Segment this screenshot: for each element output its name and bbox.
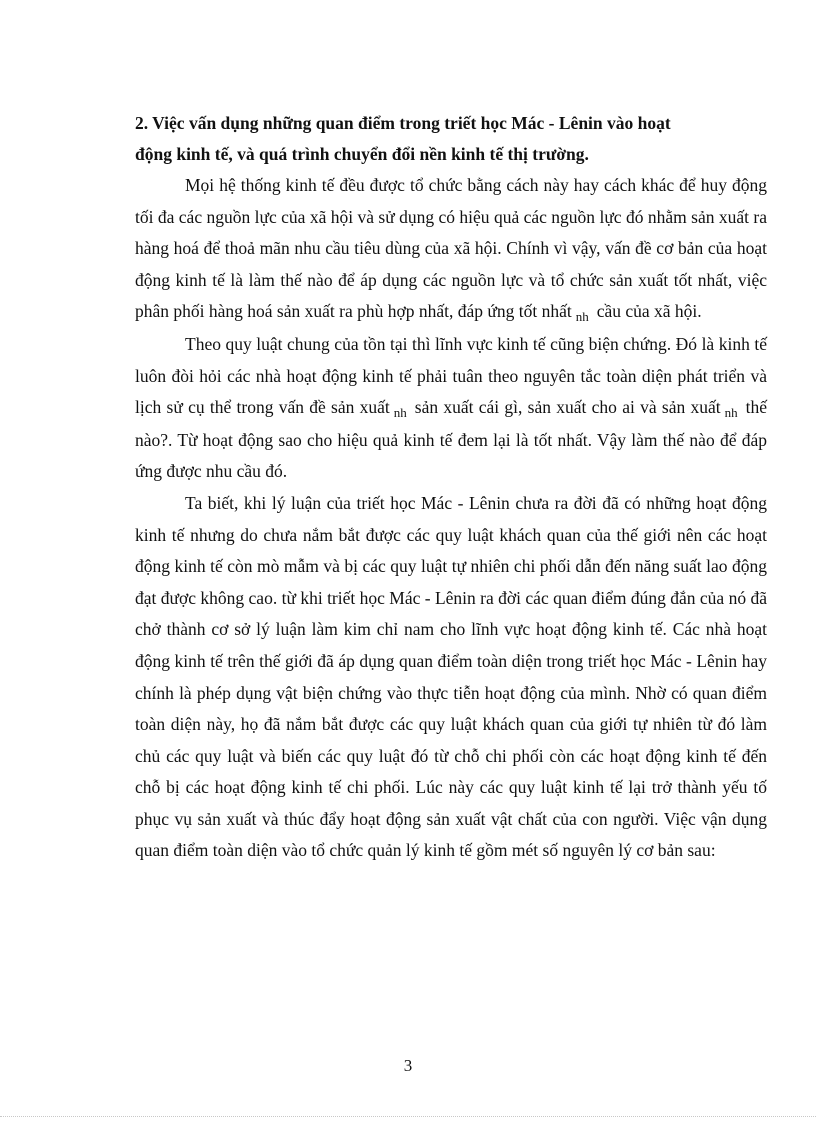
paragraph-2-inline-fragment-2: nh: [724, 405, 738, 421]
page-number: 3: [403, 1056, 413, 1075]
paragraph-2-inline-fragment-1: nh: [393, 405, 407, 421]
paragraph-1: [135, 170, 767, 329]
paragraph-1-inline-fragment: nh: [575, 309, 589, 325]
paragraph-1-text-end: cầu của xã hội.: [596, 301, 702, 322]
section-heading: [135, 108, 767, 170]
paragraph-2-text-middle: sản xuất cái gì, sản xuất cho ai và sản xuất: [414, 397, 721, 418]
page-content: [135, 108, 767, 867]
section-heading-line-2: động kinh tế, và quá trình chuyển đổi nền kinh tế thị trường.: [135, 144, 589, 164]
paragraph-2: [135, 329, 767, 488]
section-heading-line-1: 2. Việc vấn dụng những quan điểm trong triết học Mác - Lênin vào hoạt: [135, 113, 671, 133]
page-bottom-divider: [0, 1116, 816, 1117]
paragraph-2-text: Theo quy luật chung của tồn tại thì lĩnh vực kinh tế cũng biện chứng. Đó là kinh tế luôn đòi hỏi các nhà hoạt động kinh tế phải tuân theo nguyên tắc toàn diện phát triển và lịch sử cụ thể trong vấn đề sản xuất: [135, 333, 767, 418]
paragraph-2-text-end: thế nào?. Từ hoạt động sao cho hiệu quả kinh tế đem lại là tốt nhất. Vậy làm thế nào để đáp ứng được nhu cầu đó.: [135, 397, 767, 482]
paragraph-3: Ta biết, khi lý luận của triết học Mác - Lênin chưa ra đời đã có những hoạt động kinh tế nhưng do chưa nắm bắt được các quy luật khách quan của thế giới nên các hoạt động kinh tế còn mò mẫm và bị các quy luật tự nhiên chi phối dẫn đến năng suất lao động đạt được không cao. từ khi triết học Mác - Lênin ra đời các quan điểm đúng đắn của nó đã chở thành cơ sở lý luận làm kim chỉ nam cho lĩnh vực hoạt động kinh tế. Các nhà hoạt động kinh tế trên thế giới đã áp dụng quan điểm toàn diện trong triết học Mác - Lênin hay chính là phép dụng vật biện chứng vào thực tiễn hoạt động của mình. Nhờ có quan điểm toàn diện này, họ đã nắm bắt được các quy luật khách quan của giới tự nhiên từ đó làm chủ các quy luật và biến các quy luật đó từ chỗ chi phối còn các hoạt động kinh tế đến chỗ bị các hoạt động kinh tế chi phối. Lúc này các quy luật kinh tế lại trở thành yếu tố phục vụ sản xuất và thúc đẩy hoạt động sản xuất vật chất của con người. Việc vận dụng quan điểm toàn diện vào tổ chức quản lý kinh tế gồm mét số nguyên lý cơ bản sau:: [135, 492, 767, 861]
paragraph-1-text: Mọi hệ thống kinh tế đều được tổ chức bằng cách này hay cách khác để huy động tối đa các nguồn lực của xã hội và sử dụng có hiệu quả các nguồn lực đó nhằm sản xuất ra hàng hoá để thoả mãn nhu cầu tiêu dùng của xã hội. Chính vì vậy, vấn đề cơ bản của hoạt động kinh tế là làm thế nào để áp dụng các nguồn lực và tổ chức sản xuất tốt nhất, việc phân phối hàng hoá sản xuất ra phù hợp nhất, đáp ứng tốt nhất: [135, 175, 767, 322]
